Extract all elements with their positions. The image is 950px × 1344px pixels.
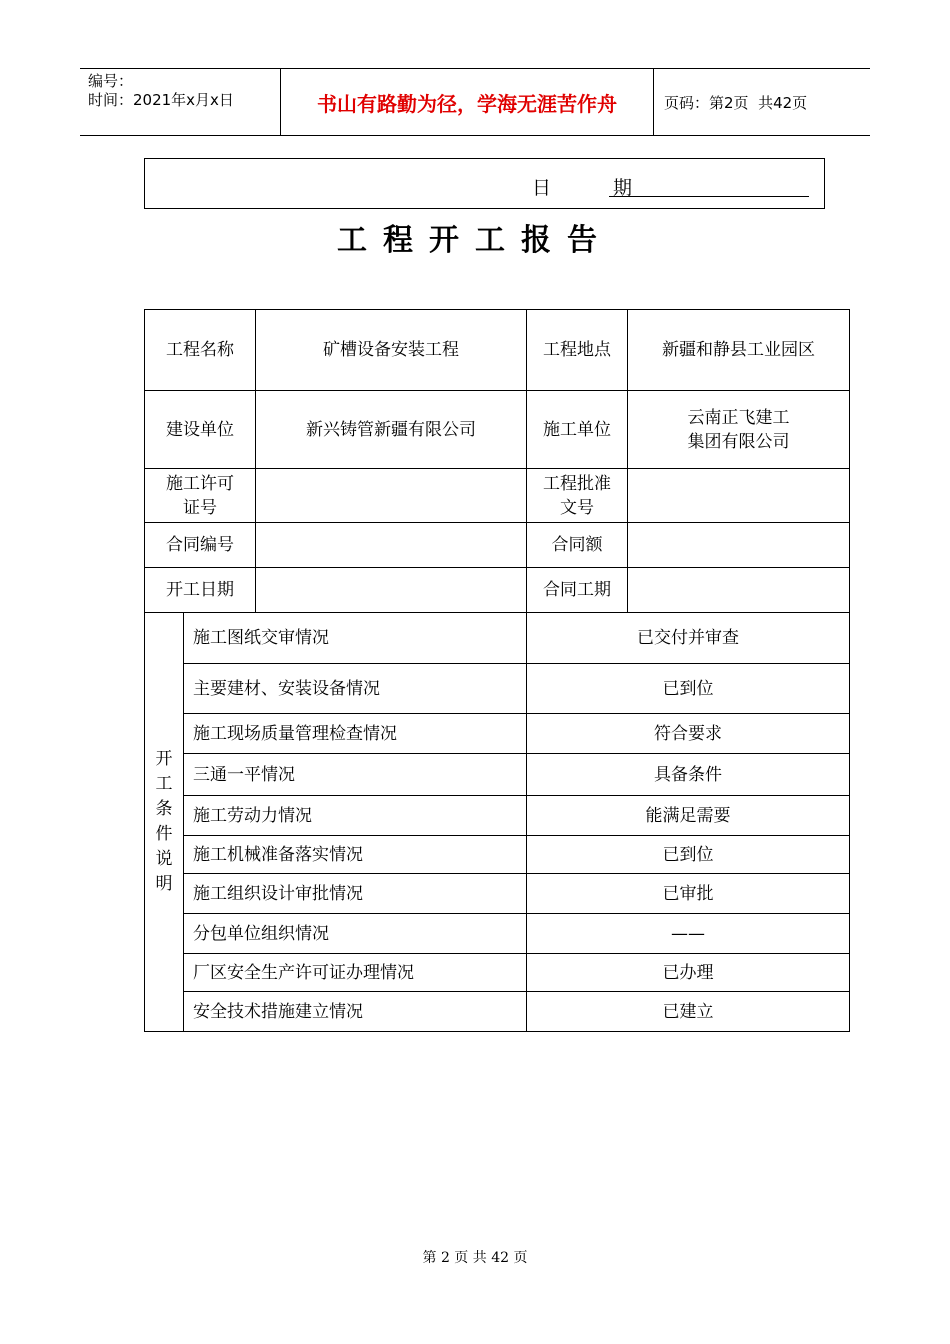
info-label-cell bbox=[527, 391, 628, 469]
info-label: 合同工期 bbox=[543, 580, 611, 600]
condition-item-cell bbox=[184, 992, 527, 1032]
info-label-cell bbox=[145, 469, 256, 523]
info-value-cell bbox=[628, 469, 850, 523]
code-label: 编号： bbox=[88, 72, 134, 90]
info-label: 施工单位 bbox=[543, 419, 611, 440]
condition-status-cell bbox=[527, 754, 850, 796]
header-page-info bbox=[654, 69, 870, 135]
condition-item: 施工劳动力情况 bbox=[193, 805, 312, 826]
condition-status-cell bbox=[527, 796, 850, 836]
condition-item: 三通一平情况 bbox=[193, 764, 295, 785]
condition-item-cell bbox=[184, 796, 527, 836]
date-label: 日 期 bbox=[532, 177, 661, 199]
condition-status-cell bbox=[527, 954, 850, 992]
condition-status: —— bbox=[671, 923, 705, 944]
condition-status-cell bbox=[527, 664, 850, 714]
info-value-cell bbox=[256, 391, 527, 469]
footer-text: 第 2 页 共 42 页 bbox=[422, 1250, 528, 1266]
info-label-cell bbox=[145, 568, 256, 613]
info-label: 合同额 bbox=[551, 535, 603, 555]
condition-status: 已审批 bbox=[662, 883, 714, 904]
condition-status-cell bbox=[527, 992, 850, 1032]
info-value-cell bbox=[256, 310, 527, 391]
info-label: 工程名称 bbox=[166, 340, 234, 360]
condition-item-cell bbox=[184, 664, 527, 714]
conditions-group-label: 开 工 条 件 说 明 bbox=[155, 749, 173, 894]
condition-row bbox=[145, 874, 850, 914]
date-box bbox=[144, 158, 825, 209]
info-value: 云南正飞建工 集团有限公司 bbox=[687, 407, 790, 452]
condition-status: 已交付并审查 bbox=[637, 628, 739, 648]
condition-item: 安全技术措施建立情况 bbox=[193, 1001, 363, 1022]
condition-row bbox=[145, 992, 850, 1032]
info-value: 新兴铸管新疆有限公司 bbox=[306, 419, 476, 440]
condition-item: 施工组织设计审批情况 bbox=[193, 883, 363, 904]
condition-status-cell bbox=[527, 914, 850, 954]
time-label: 时间：2021年x月x日 bbox=[88, 91, 234, 109]
document-header bbox=[80, 68, 870, 136]
condition-item: 施工机械准备落实情况 bbox=[193, 844, 363, 865]
info-row bbox=[145, 391, 850, 469]
info-value-cell bbox=[256, 523, 527, 568]
condition-row bbox=[145, 836, 850, 874]
condition-item-cell bbox=[184, 874, 527, 914]
info-value-cell bbox=[628, 523, 850, 568]
condition-row bbox=[145, 796, 850, 836]
condition-status: 已建立 bbox=[662, 1001, 714, 1022]
condition-item-cell bbox=[184, 613, 527, 664]
info-row bbox=[145, 523, 850, 568]
condition-item: 主要建材、安装设备情况 bbox=[193, 678, 380, 699]
info-value-cell bbox=[256, 469, 527, 523]
header-meta bbox=[80, 69, 281, 135]
condition-item: 分包单位组织情况 bbox=[193, 923, 329, 944]
info-label: 工程地点 bbox=[543, 340, 611, 360]
info-label-cell bbox=[527, 568, 628, 613]
condition-item: 厂区安全生产许可证办理情况 bbox=[193, 962, 414, 983]
condition-item-cell bbox=[184, 836, 527, 874]
info-value: 新疆和静县工业园区 bbox=[662, 340, 815, 360]
condition-status: 已到位 bbox=[662, 678, 714, 699]
condition-item-cell bbox=[184, 754, 527, 796]
condition-status-cell bbox=[527, 714, 850, 754]
condition-item: 施工图纸交审情况 bbox=[193, 628, 329, 648]
condition-row bbox=[145, 914, 850, 954]
page-title: 工程开工报告 bbox=[337, 223, 613, 258]
info-label: 工程批准 文号 bbox=[543, 473, 611, 518]
info-row bbox=[145, 568, 850, 613]
condition-item-cell bbox=[184, 914, 527, 954]
info-label: 开工日期 bbox=[166, 580, 234, 600]
condition-row bbox=[145, 613, 850, 664]
condition-item: 施工现场质量管理检查情况 bbox=[193, 723, 397, 744]
info-label-cell bbox=[145, 523, 256, 568]
header-motto: 书山有路勤为径，学海无涯苦作舟 bbox=[281, 69, 654, 135]
info-value: 矿槽设备安装工程 bbox=[323, 340, 459, 360]
condition-item-cell bbox=[184, 954, 527, 992]
info-label: 建设单位 bbox=[166, 419, 234, 440]
info-value-cell bbox=[628, 310, 850, 391]
info-label-cell bbox=[527, 469, 628, 523]
condition-status-cell bbox=[527, 874, 850, 914]
conditions-group-cell bbox=[145, 613, 184, 1032]
condition-status-cell bbox=[527, 836, 850, 874]
info-label: 合同编号 bbox=[166, 535, 234, 555]
info-value-cell bbox=[628, 391, 850, 469]
report-table bbox=[144, 309, 850, 1032]
info-label-cell bbox=[527, 310, 628, 391]
condition-item-cell bbox=[184, 714, 527, 754]
condition-row bbox=[145, 714, 850, 754]
date-underline bbox=[609, 196, 809, 197]
info-row bbox=[145, 310, 850, 391]
page-footer bbox=[0, 1247, 950, 1267]
info-label-cell bbox=[145, 391, 256, 469]
condition-status: 符合要求 bbox=[654, 723, 722, 744]
condition-status-cell bbox=[527, 613, 850, 664]
page-info-text: 页码：第2页 共42页 bbox=[664, 93, 808, 112]
condition-status: 已到位 bbox=[662, 844, 714, 865]
info-label-cell bbox=[527, 523, 628, 568]
condition-row bbox=[145, 754, 850, 796]
condition-row bbox=[145, 954, 850, 992]
info-value-cell bbox=[628, 568, 850, 613]
info-row bbox=[145, 469, 850, 523]
condition-status: 具备条件 bbox=[654, 764, 722, 785]
condition-status: 能满足需要 bbox=[645, 805, 731, 826]
condition-status: 已办理 bbox=[662, 962, 714, 983]
info-label: 施工许可 证号 bbox=[166, 473, 234, 518]
info-value-cell bbox=[256, 568, 527, 613]
info-label-cell bbox=[145, 310, 256, 391]
condition-row bbox=[145, 664, 850, 714]
